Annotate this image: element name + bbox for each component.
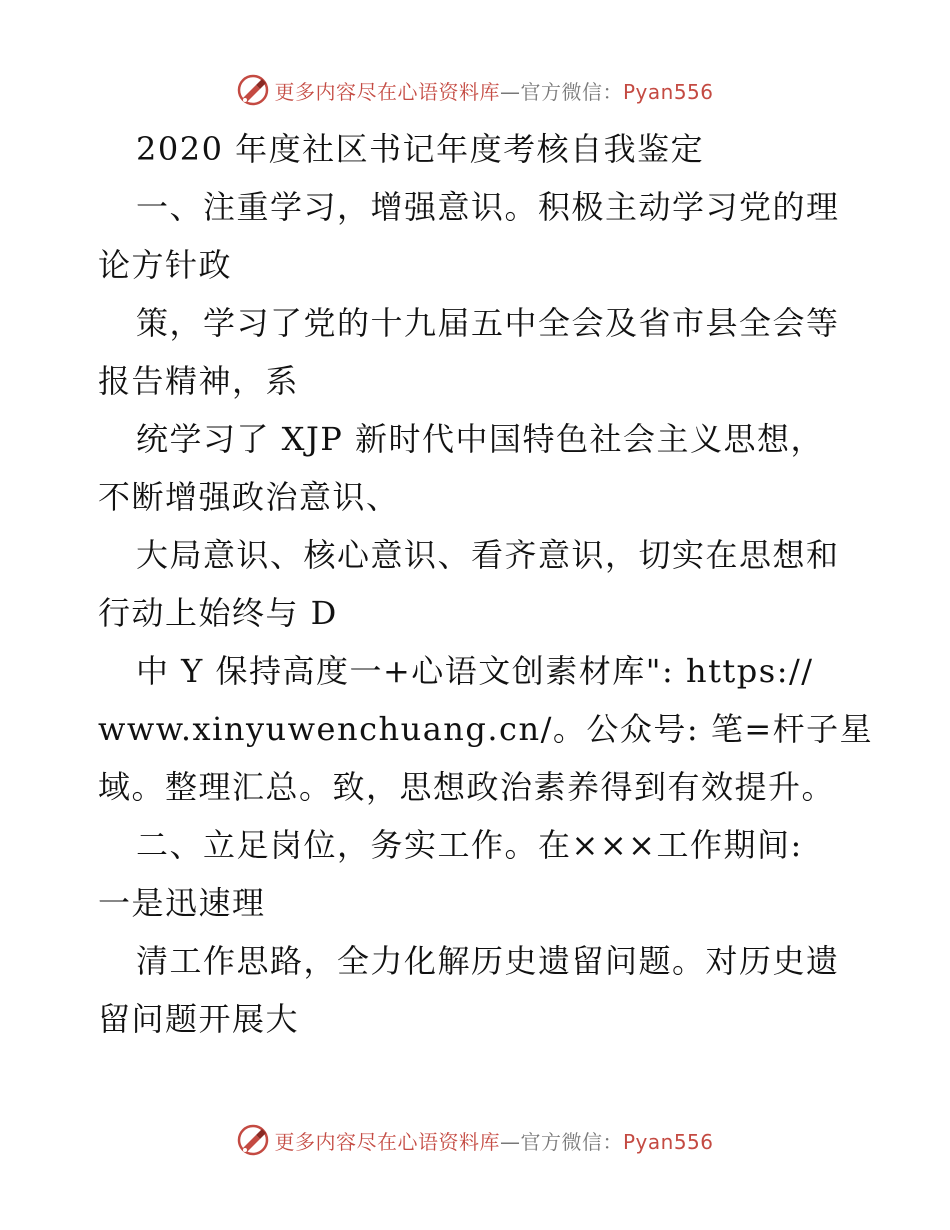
header-watermark [0, 70, 950, 110]
watermark-official: —官方微信： [499, 79, 623, 104]
footer-watermark [0, 1120, 950, 1160]
text-line: 论方针政 [98, 246, 233, 284]
text-line: 策，学习了党的十九届五中全会及省市县全会等 [136, 304, 840, 342]
watermark-account: Pyan556 [622, 79, 714, 104]
watermark-text [274, 76, 713, 105]
text-line: 域。整理汇总。致，思想政治素养得到有效提升。 [98, 768, 836, 806]
text-line: 行动上始终与 D [98, 594, 338, 632]
text-line: 一、注重学习，增强意识。积极主动学习党的理 [136, 188, 840, 226]
text-line: 留问题开展大 [98, 1000, 300, 1038]
watermark-site: 更多内容尽在心语资料库 [274, 79, 500, 104]
text-line: 报告精神，系 [98, 362, 300, 400]
text-line: 大局意识、核心意识、看齐意识，切实在思想和 [136, 536, 840, 574]
text-line: 清工作思路，全力化解历史遗留问题。对历史遗 [136, 942, 840, 980]
watermark-text [274, 1126, 713, 1155]
text-line: 二、立足岗位，务实工作。在×××工作期间: [136, 826, 803, 864]
text-line: 统学习了 XJP 新时代中国特色社会主义思想， [136, 420, 824, 458]
document-body [98, 120, 874, 1048]
pen-logo-icon [236, 73, 270, 107]
pen-logo-icon [236, 1123, 270, 1157]
watermark-official: —官方微信： [499, 1129, 623, 1154]
text-line: 一是迅速理 [98, 884, 266, 922]
text-line: 中 Y 保持高度一+心语文创素材库": https:// [136, 652, 814, 690]
text-line: 不断增强政治意识、 [98, 478, 400, 516]
text-line: www.xinyuwenchuang.cn/。公众号: 笔=杆子星 [98, 710, 874, 748]
watermark-account: Pyan556 [622, 1129, 714, 1154]
document-title: 2020 年度社区书记年度考核自我鉴定 [136, 130, 705, 168]
watermark-site: 更多内容尽在心语资料库 [274, 1129, 500, 1154]
